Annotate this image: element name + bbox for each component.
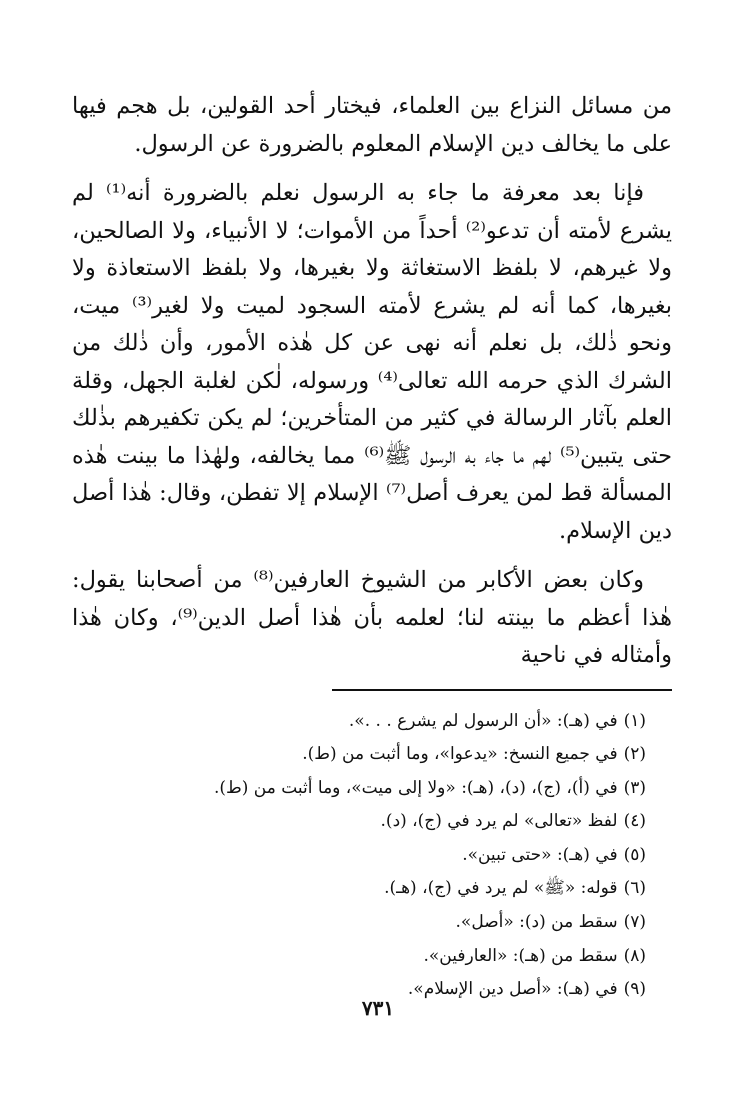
footnote-5: [72, 839, 646, 873]
footnote-number: (٢): [623, 744, 646, 765]
footnote-number: (٦): [623, 878, 646, 899]
footnote-number: (٤): [623, 811, 646, 832]
footnote-8: [72, 940, 646, 974]
footnote-number: (٩): [623, 979, 646, 1000]
footnote-text: في (هـ): «حتى تبين».: [462, 844, 618, 865]
footnote-number: (٣): [623, 777, 646, 798]
footnote-number: (٧): [623, 912, 646, 933]
footnote-1: [72, 705, 646, 739]
footnote-separator: [332, 689, 672, 691]
footnote-text: سقط من (د): «أصل».: [455, 912, 618, 933]
footnote-2: [72, 738, 646, 772]
footnote-4: [72, 805, 646, 839]
footnote-text: سقط من (هـ): «العارفين».: [423, 945, 618, 966]
paragraph-2: فإنا بعد معرفة ما جاء به الرسول نعلم بالضرورة أنه⁽¹⁾ لم يشرع لأمته أن تدعو⁽²⁾ أحداً من الأموات؛ لا الأنبياء، ولا الصالحين، ولا غيرهم، لا بلفظ الاستغاثة ولا بغيرها، ولا بلفظ الاستعاذة ولا بغيرها، كما أنه لم يشرع لأمته السجود لميت ولا لغير⁽³⁾ ميت، ونحو ذٰلك، بل نعلم أنه نهى عن كل هٰذه الأمور، وأن ذٰلك من الشرك الذي حرمه الله تعالى⁽⁴⁾ ورسوله، لٰكن لغلبة الجهل، وقلة العلم بآثار الرسالة في كثير من المتأخرين؛ لم يكن تكفيرهم بذٰلك حتى يتبين⁽⁵⁾ لهم ما جاء به الرسول ﷺ⁽⁶⁾ مما يخالفه، ولهٰذا ما بينت هٰذه المسألة قط لمن يعرف أصل⁽⁷⁾ الإسلام إلا تفطن، وقال: هٰذا أصل دين الإسلام.: [72, 180, 673, 544]
footnote-number: (٥): [623, 844, 646, 865]
footnote-6: [72, 872, 646, 906]
footnote-3: [72, 772, 646, 806]
footnote-text: في (هـ): «أن الرسول لم يشرع . . .».: [348, 710, 618, 731]
footnote-text: في (أ)، (ج)، (د)، (هـ): «ولا إلى ميت»، وما أثبت من (ط).: [213, 777, 618, 798]
footnote-text: قوله: «ﷺ» لم يرد في (ج)، (هـ).: [384, 878, 618, 899]
footnote-text: لفظ «تعالى» لم يرد في (ج)، (د).: [380, 811, 618, 832]
footnote-text: في جميع النسخ: «يدعوا»، وما أثبت من (ط).: [302, 744, 618, 765]
footnote-text: في (هـ): «أصل دين الإسلام».: [407, 979, 618, 1000]
paragraph-3: وكان بعض الأكابر من الشيوخ العارفين⁽⁸⁾ من أصحابنا يقول: هٰذا أعظم ما بينته لنا؛ لعلمه بأن هٰذا أصل الدين⁽⁹⁾، وكان هٰذا وأمثاله في ناحية: [72, 567, 672, 668]
page-number: ٧٣١: [361, 996, 395, 1020]
footnote-number: (١): [623, 710, 646, 731]
footnote-number: (٨): [623, 945, 646, 966]
book-page: [72, 88, 672, 1007]
footnotes: [72, 705, 646, 1007]
main-text: [72, 88, 672, 675]
footnote-7: [72, 906, 646, 940]
paragraph-1: من مسائل النزاع بين العلماء، فيختار أحد القولين، بل هجم فيها على ما يخالف دين الإسلام المعلوم بالضرورة عن الرسول.: [72, 93, 672, 157]
